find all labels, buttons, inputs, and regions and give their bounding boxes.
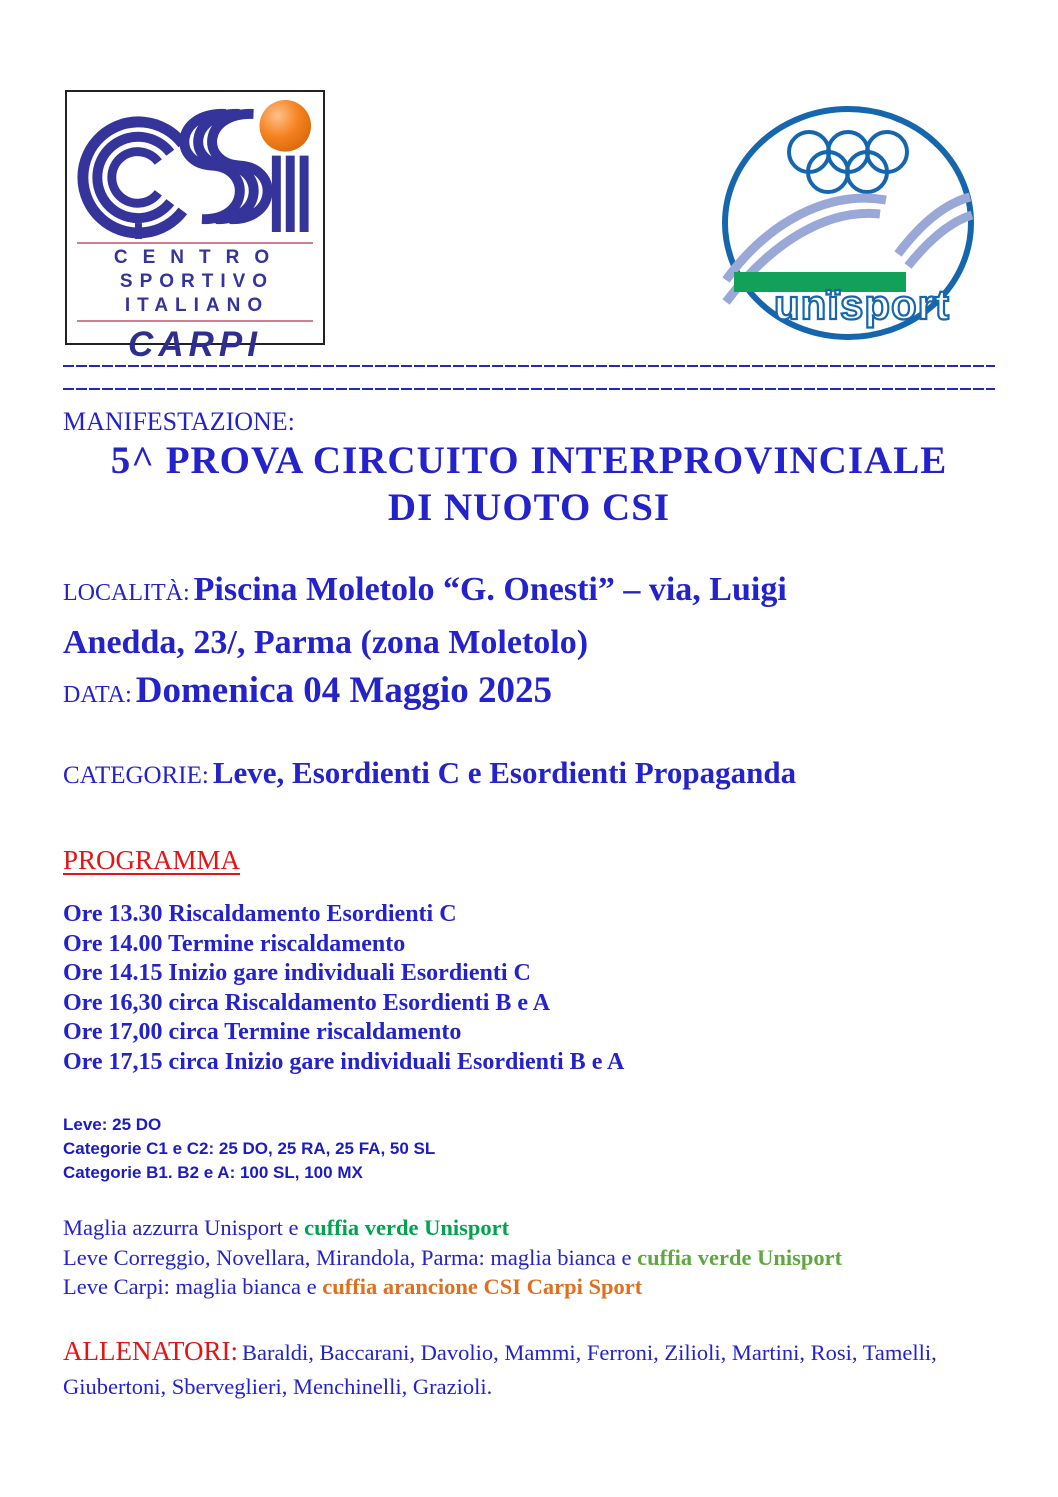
cuffie-highlight-orange: cuffia arancione CSI Carpi Sport — [322, 1274, 643, 1300]
schedule-line: Ore 17,00 circa Termine riscaldamento — [63, 1019, 462, 1046]
categorie-label: CATEGORIE: — [63, 762, 209, 790]
data-value: Domenica 04 Maggio 2025 — [135, 670, 552, 712]
schedule-line: Ore 13.30 Riscaldamento Esordienti C — [63, 901, 457, 928]
localita-section — [63, 566, 995, 666]
allenatori-names: Baraldi, Baccarani, Davolio, Mammi, Ferroni, Zilioli, Martini, Rosi, Tamelli, Giubertoni, Sberveglieri, Menchinelli, Grazioli. — [63, 1339, 937, 1399]
cuffie-highlight-green: cuffia verde Unisport — [304, 1215, 510, 1241]
unisport-wordmark: unïsport — [774, 281, 950, 328]
csi-carpi-logo — [65, 90, 325, 364]
gare-line: Categorie C1 e C2: 25 DO, 25 RA, 25 FA, 50 SL — [63, 1139, 436, 1159]
schedule-line: Ore 17,15 circa Inizio gare individuali Esordienti B e A — [63, 1048, 625, 1075]
csi-monogram-icon — [71, 98, 319, 240]
cuffie-prefix: Leve Correggio, Novellara, Mirandola, Parma: maglia bianca e — [63, 1244, 638, 1270]
logo-row — [0, 0, 1058, 364]
schedule-line: Ore 14.15 Inizio gare individuali Esordienti C — [63, 960, 531, 987]
csi-city-label: CARPI — [128, 325, 262, 364]
csi-word-centro: CENTRO — [113, 247, 285, 268]
allenatori-section — [63, 1336, 995, 1405]
csi-word-italiano: ITALIANO — [124, 295, 270, 316]
cuffie-prefix: Leve Carpi: maglia bianca e — [63, 1274, 323, 1300]
schedule-line: Ore 16,30 circa Riscaldamento Esordienti B e A — [63, 989, 551, 1016]
categorie-value: Leve, Esordienti C e Esordienti Propaganda — [212, 755, 797, 791]
cuffie-highlight-green: cuffia verde Unisport — [637, 1244, 843, 1270]
unisport-logo — [718, 102, 978, 344]
manifestazione-label: MANIFESTAZIONE: — [63, 407, 295, 436]
categorie-section — [63, 753, 995, 799]
localita-value-line2: Anedda, 23/, Parma (zona Moletolo) — [63, 624, 589, 662]
localita-label: LOCALITÀ: — [63, 580, 190, 607]
unisport-logo-icon — [718, 102, 978, 344]
schedule-line: Ore 14.00 Termine riscaldamento — [63, 930, 406, 957]
gare-line: Leve: 25 DO — [63, 1115, 162, 1135]
gare-line: Categorie B1. B2 e A: 100 SL, 100 MX — [63, 1163, 363, 1183]
event-title-line1: 5^ PROVA CIRCUITO INTERPROVINCIALE — [110, 439, 948, 482]
logo-rule — [77, 320, 313, 322]
programma-schedule — [63, 900, 995, 1077]
cuffie-prefix: Maglia azzurra Unisport e — [63, 1215, 305, 1241]
divider-line — [63, 388, 995, 390]
gare-per-categoria — [63, 1113, 995, 1185]
data-section — [63, 668, 995, 721]
event-title-line2: DI NUOTO CSI — [387, 485, 671, 529]
csi-word-sportivo: SPORTIVO — [119, 271, 275, 292]
programma-heading: PROGRAMMA — [63, 845, 241, 876]
orange-ball-icon — [259, 100, 311, 152]
data-label: DATA: — [63, 682, 132, 709]
allenatori-label: ALLENATORI: — [63, 1335, 238, 1366]
cuffie-section — [63, 1213, 995, 1302]
logo-rule — [77, 242, 313, 244]
localita-value-line1: Piscina Moletolo “G. Onesti” – via, Luigi — [193, 571, 787, 609]
